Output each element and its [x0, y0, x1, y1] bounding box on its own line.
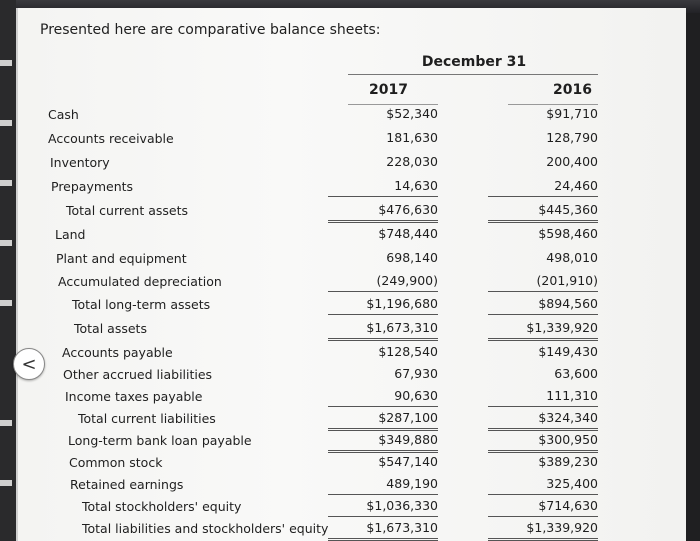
value-2016: $1,339,920 [488, 318, 598, 341]
year-2016-header: 2016 [553, 82, 592, 98]
table-row [0, 408, 700, 430]
row-label: Inventory [50, 155, 110, 170]
row-label: Land [55, 227, 86, 242]
value-2016: $598,460 [538, 226, 598, 241]
value-2017: $547,140 [378, 454, 438, 469]
table-row [0, 452, 700, 474]
value-2017: $52,340 [386, 106, 438, 121]
table-row [0, 430, 700, 452]
row-label: Cash [48, 107, 79, 122]
row-label: Other accrued liabilities [63, 367, 213, 382]
table-row [0, 128, 700, 150]
row-label: Prepayments [51, 179, 134, 194]
header-rule [348, 74, 598, 75]
value-2017: 67,930 [394, 366, 438, 381]
value-2016: (201,910) [488, 271, 598, 292]
value-2017: $748,440 [378, 226, 438, 241]
table-row [0, 224, 700, 246]
row-label: Common stock [69, 455, 163, 470]
value-2017: $349,880 [328, 430, 438, 453]
row-label: Accounts payable [62, 345, 173, 360]
row-label: Total liabilities and stockholders' equity [82, 521, 329, 536]
table-row [0, 152, 700, 174]
value-2016: 111,310 [488, 386, 598, 407]
value-2016: 498,010 [546, 250, 598, 265]
value-2016: 63,600 [554, 366, 598, 381]
value-2017: 90,630 [328, 386, 438, 407]
row-label: Accumulated depreciation [58, 274, 222, 289]
value-2017: 181,630 [386, 130, 438, 145]
value-2016: $149,430 [538, 344, 598, 359]
row-label: Total long-term assets [72, 297, 211, 312]
table-row [0, 104, 700, 126]
row-label: Accounts receivable [48, 131, 174, 146]
back-button[interactable] [13, 348, 45, 380]
row-label: Plant and equipment [56, 251, 187, 266]
value-2016: $389,230 [538, 454, 598, 469]
table-row [0, 364, 700, 386]
table-row [0, 294, 700, 316]
period-header: December 31 [421, 54, 527, 70]
value-2017: 228,030 [386, 154, 438, 169]
table-row [0, 342, 700, 364]
value-2016: $894,560 [488, 294, 598, 315]
table-row [0, 248, 700, 270]
value-2017: $1,673,310 [328, 318, 438, 341]
table-row [0, 200, 700, 222]
table-row [0, 518, 700, 540]
table-row [0, 496, 700, 518]
value-2016: $91,710 [546, 106, 598, 121]
value-2016: 200,400 [546, 154, 598, 169]
row-label: Retained earnings [70, 477, 184, 492]
table-row [0, 176, 700, 198]
value-2017: $1,196,680 [328, 294, 438, 315]
row-label: Total stockholders' equity [82, 499, 242, 514]
value-2016: 24,460 [488, 176, 598, 197]
value-2017: $287,100 [328, 408, 438, 431]
value-2016: $1,339,920 [488, 518, 598, 541]
value-2016: 325,400 [488, 474, 598, 495]
value-2017: $1,673,310 [328, 518, 438, 541]
row-label: Total current liabilities [78, 411, 216, 426]
chevron-left-icon: < [21, 353, 37, 375]
row-label: Total assets [74, 321, 147, 336]
edge-tick [0, 60, 12, 66]
value-2017: 698,140 [386, 250, 438, 265]
value-2016: $714,630 [488, 496, 598, 517]
row-label: Income taxes payable [65, 389, 203, 404]
value-2017: $1,036,330 [328, 496, 438, 517]
value-2016: 128,790 [546, 130, 598, 145]
value-2017: 489,190 [328, 474, 438, 495]
value-2016: $300,950 [488, 430, 598, 453]
table-row [0, 271, 700, 293]
year-2017-header: 2017 [369, 82, 408, 98]
value-2016: $324,340 [488, 408, 598, 431]
table-row [0, 474, 700, 496]
value-2016: $445,360 [488, 200, 598, 223]
row-label: Long-term bank loan payable [68, 433, 252, 448]
table-row [0, 386, 700, 408]
value-2017: $476,630 [328, 200, 438, 223]
value-2017: 14,630 [328, 176, 438, 197]
row-label: Total current assets [66, 203, 189, 218]
value-2017: $128,540 [378, 344, 438, 359]
value-2017: (249,900) [328, 271, 438, 292]
intro-text: Presented here are comparative balance sheets: [40, 22, 381, 38]
table-row [0, 318, 700, 340]
